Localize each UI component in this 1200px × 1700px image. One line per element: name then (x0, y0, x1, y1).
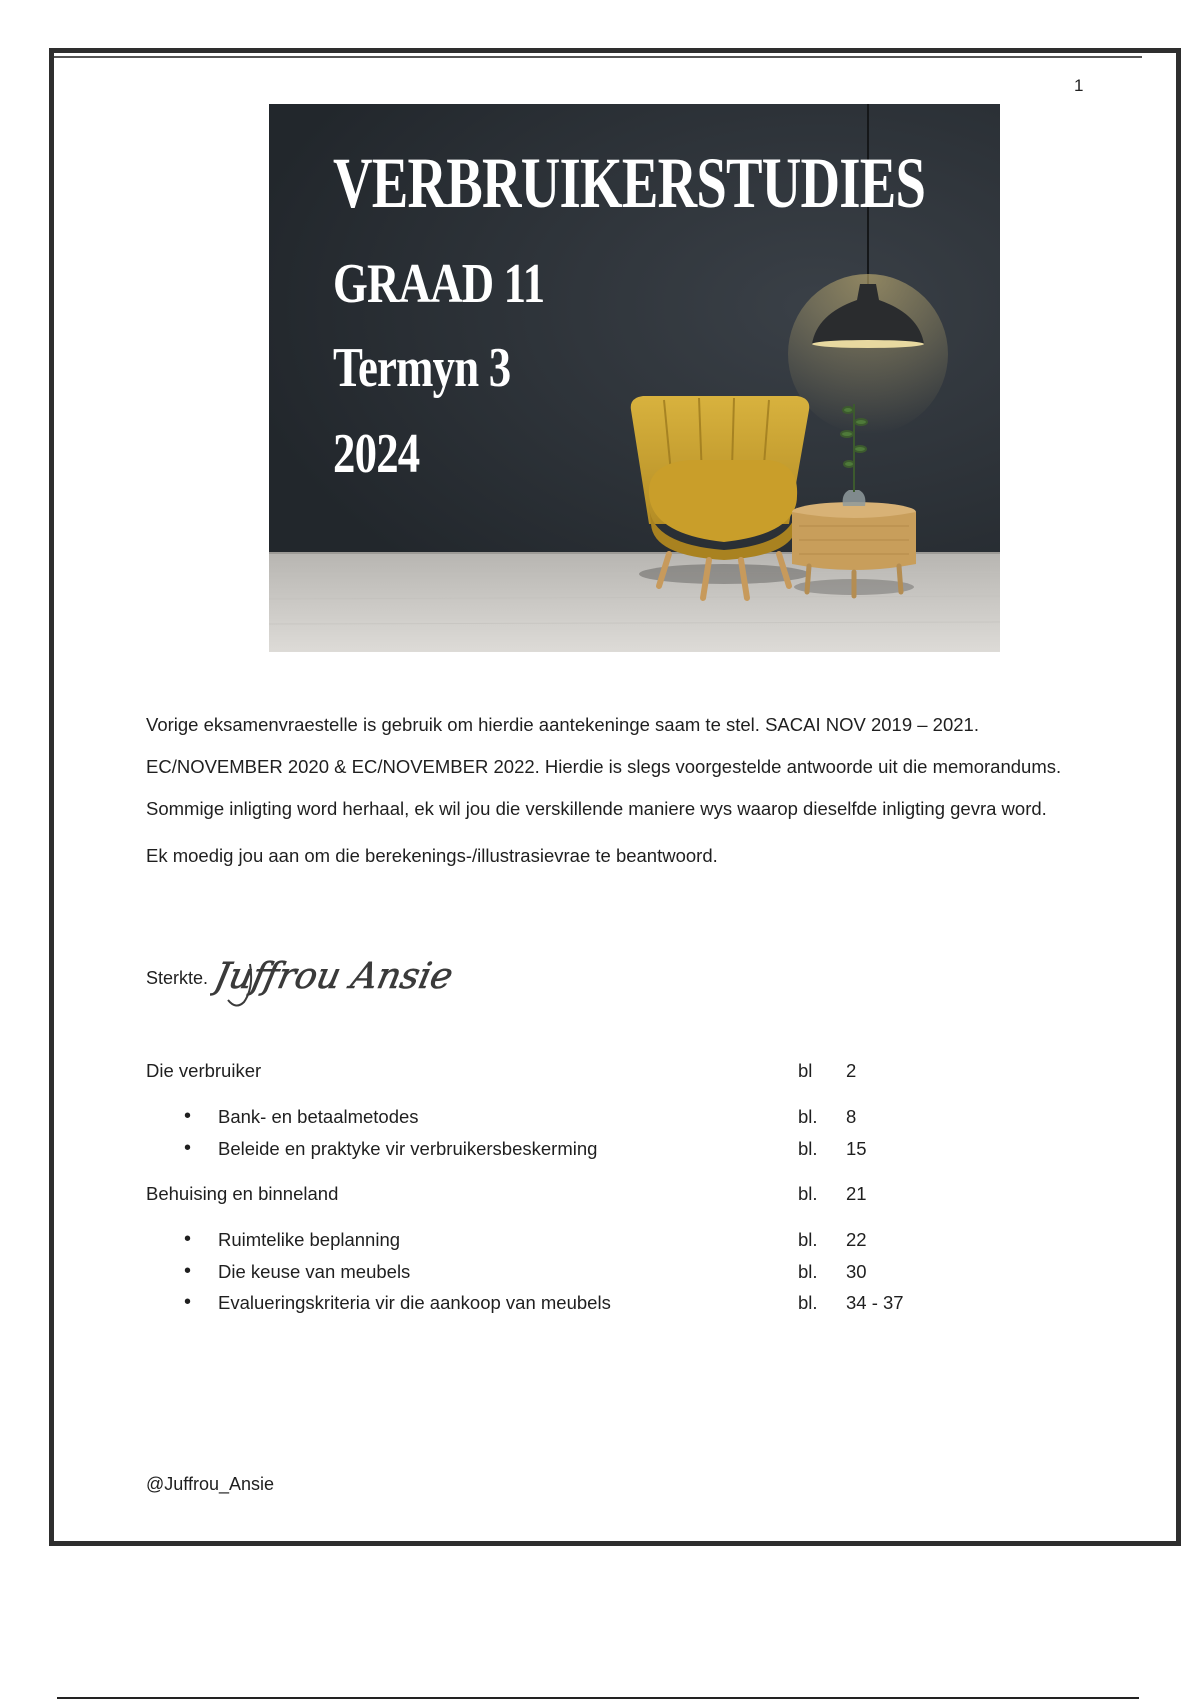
bottom-rule (57, 1697, 1139, 1699)
cover-image (269, 104, 1000, 652)
signoff-word: Sterkte. (146, 968, 209, 988)
toc-prefix: bl. (798, 1106, 818, 1127)
signature-text: Juffrou Ansie (210, 954, 457, 997)
toc-row-bank-betaalmetodes (146, 1106, 946, 1132)
toc-label: Ruimtelike beplanning (218, 1229, 401, 1250)
toc-row-keuse-meubels (146, 1261, 946, 1287)
toc-prefix: bl. (798, 1261, 818, 1282)
toc-page: 22 (846, 1229, 867, 1250)
bullet-icon: • (184, 1105, 192, 1127)
page-number: 1 (1074, 76, 1084, 95)
toc-label: Evalueringskriteria vir die aankoop van meubels (218, 1292, 611, 1313)
toc-page: 15 (846, 1138, 867, 1159)
cover-grade: GRAAD 11 (333, 253, 545, 315)
toc-page: 21 (846, 1183, 867, 1204)
toc-page: 30 (846, 1261, 867, 1282)
bullet-icon: • (184, 1260, 192, 1282)
toc-row-beleide-praktyke (146, 1138, 946, 1164)
intro-paragraph-2: Ek moedig jou aan om die berekenings-/illustrasievrae te beantwoord. (146, 845, 718, 866)
toc-page: 2 (846, 1060, 857, 1081)
cover-title: VERBRUIKERSTUDIES (333, 143, 926, 223)
intro-text (146, 704, 1096, 870)
toc-label: Bank- en betaalmetodes (218, 1106, 419, 1127)
bullet-icon: • (184, 1228, 192, 1250)
toc-label: Beleide en praktyke vir verbruikersbeskerming (218, 1138, 598, 1159)
toc-row-die-verbruiker (146, 1060, 946, 1086)
toc-prefix: bl. (798, 1229, 818, 1250)
intro-paragraph-1: Vorige eksamenvraestelle is gebruik om hierdie aantekeninge saam te stel. SACAI NOV 2019 – 2021. EC/NOVEMBER 2020 & EC/NOVEMBER 2022. Hierdie is slegs voorgestelde antwoorde uit die memorandums. Sommige inligting word herhaal, ek wil jou die verskillende maniere wys waarop dieselfde inligting gevra word. (146, 714, 1062, 819)
toc-label: Behuising en binneland (146, 1183, 339, 1204)
toc-page: 34 - 37 (846, 1292, 904, 1313)
toc-prefix: bl. (798, 1292, 818, 1313)
cover-term: Termyn 3 (333, 337, 511, 399)
signoff (146, 954, 646, 1018)
toc-prefix: bl. (798, 1138, 818, 1159)
toc-row-ruimtelike-beplanning (146, 1229, 946, 1255)
toc-row-evalueringskriteria (146, 1292, 946, 1318)
cover-year: 2024 (333, 423, 420, 485)
toc-prefix: bl (798, 1060, 813, 1081)
bullet-icon: • (184, 1291, 192, 1313)
toc-page: 8 (846, 1106, 857, 1127)
signature-icon (210, 944, 470, 1014)
footer-handle: @Juffrou_Ansie (146, 1474, 275, 1494)
toc-label: Die verbruiker (146, 1060, 262, 1081)
bullet-icon: • (184, 1137, 192, 1159)
toc-prefix: bl. (798, 1183, 818, 1204)
toc-label: Die keuse van meubels (218, 1261, 411, 1282)
toc-row-behuising (146, 1183, 946, 1209)
